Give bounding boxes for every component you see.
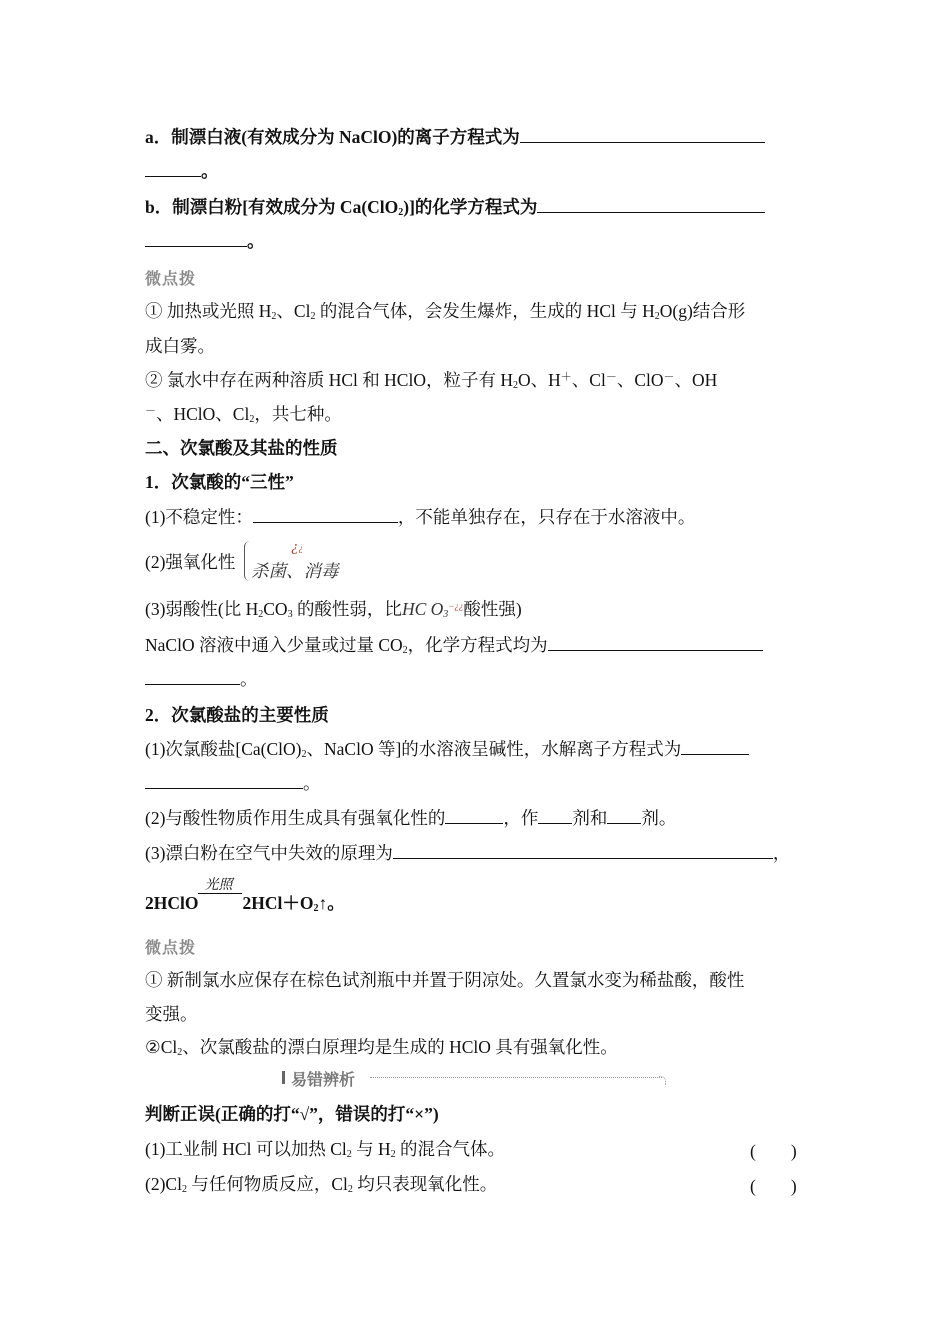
blank-q1[interactable] (681, 738, 749, 755)
garbled-mark: ¿¿ (291, 539, 303, 555)
note-1-line-1: ① 加热或光照 $H_2$、$Cl_2$ 的混合气体，会发生爆炸，生成的 HCl 与 $H_2O(g)$结合形 (145, 301, 746, 322)
blank-q1-2[interactable] (145, 772, 303, 789)
property-4: NaClO 溶液中通入少量或过量 $CO_2$，化学方程式均为 (145, 634, 763, 656)
property-2-options: 杀菌、消毒 (251, 561, 339, 581)
property-3: (3)弱酸性(比 $H_2CO_3$ 的酸性弱，比HC $O_3^{-¿¿}$酸性强) (145, 599, 522, 620)
judge-instruction: 判断正误(正确的打“√”，错误的打“×”) (145, 1104, 439, 1124)
section-title: 易错辨析 (291, 1070, 356, 1089)
answer-paren-2[interactable]: ( ) (750, 1176, 797, 1196)
blank-p1[interactable] (253, 506, 398, 523)
judge-item-2: $(2)Cl_2$ 与任何物质反应，$Cl_2$ 均只表现氧化性。 (145, 1174, 498, 1195)
note-3-line-1: ① 新制氯水应保存在棕色试剂瓶中并置于阴凉处。久置氯水变为稀盐酸，酸性 (145, 970, 745, 990)
tip-tag-2: 微点拨 (145, 938, 197, 957)
section-bar (282, 1066, 662, 1088)
blank-b[interactable] (537, 196, 765, 213)
note-2-line-2: －、HClO、$Cl_2$，共七种。 (145, 404, 342, 425)
note-2-line-1: ② 氯水中存在两种溶质 HCl 和 HClO，粒子有 $H_2O$、H＋、Cl－、ClO－、OH (145, 370, 718, 391)
heading-2-1: 1．次氯酸的“三性” (145, 472, 294, 492)
property-1: (1)不稳定性： ，不能单独存在，只存在于水溶液中。 (145, 507, 696, 527)
heading-2-2: 2．次氯酸盐的主要性质 (145, 705, 329, 725)
property-4-end: 。 (145, 668, 258, 690)
property-2: (2)强氧化性 (145, 552, 236, 572)
salt-3: (3)漂白粉在空气中失效的原理为 ， (145, 843, 791, 863)
line-a-end: 。 (145, 160, 219, 182)
blank-a[interactable] (520, 126, 765, 143)
judge-item-1: (1)工业制 HCl 可以加热 $Cl_2$ 与 $H_2$ 的混合气体。 (145, 1139, 506, 1160)
line-b: b．制漂白粉[有效成分为 Ca(ClO$_2$)]的化学方程式为 (145, 196, 765, 218)
salt-1-end: 。 (145, 772, 321, 794)
line-b-end: 。 (145, 230, 265, 252)
answer-paren-1[interactable]: ( ) (750, 1141, 797, 1161)
salt-2: (2)与酸性物质作用生成具有强氧化性的 ，作 剂和 剂。 (145, 808, 677, 828)
equation-condition: 光照 (198, 887, 242, 909)
blank-q3[interactable] (393, 842, 773, 859)
salt-1: (1)次氯酸盐[$Ca(ClO)_2$、NaClO 等]的水溶液呈碱性，水解离子方程式为 (145, 738, 749, 760)
blank-p4-2[interactable] (145, 668, 240, 685)
blank-b-2[interactable] (145, 230, 247, 247)
blank-p4[interactable] (548, 634, 763, 651)
tip-tag-1: 微点拨 (145, 269, 197, 288)
note-4: $②Cl_2$、次氯酸盐的漂白原理均是生成的 HClO 具有强氧化性。 (145, 1037, 618, 1058)
line-a: a．制漂白液(有效成分为 NaClO)的离子方程式为 (145, 126, 765, 148)
heading-2: 二、次氯酸及其盐的性质 (145, 438, 338, 458)
note-1-line-2: 成白雾。 (145, 336, 215, 356)
blank-q2-b[interactable] (538, 807, 572, 824)
note-3-line-2: 变强。 (145, 1004, 198, 1024)
blank-q2-c[interactable] (607, 807, 641, 824)
blank-q2-a[interactable] (445, 807, 503, 824)
decomposition-equation: 2HClO 光照 $2HCl+O_2↑$。 (145, 878, 345, 914)
blank-a-2[interactable] (145, 160, 201, 177)
